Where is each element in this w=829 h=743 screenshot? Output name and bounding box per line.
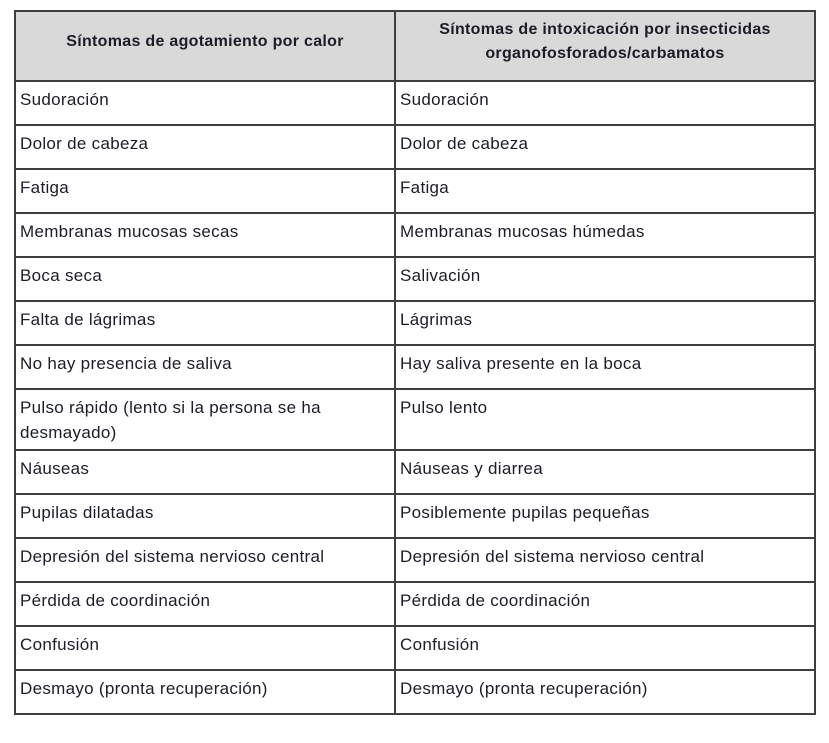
table-row — [15, 345, 815, 389]
table-cell: Dolor de cabeza — [15, 125, 395, 169]
table-row — [15, 81, 815, 125]
table-cell: Posiblemente pupilas pequeñas — [395, 494, 815, 538]
table-cell: Hay saliva presente en la boca — [395, 345, 815, 389]
table-row — [15, 626, 815, 670]
table-cell: Sudoración — [15, 81, 395, 125]
symptoms-comparison-table — [14, 10, 816, 715]
table-header-row — [15, 11, 815, 81]
table-cell: Membranas mucosas secas — [15, 213, 395, 257]
table-cell: Confusión — [15, 626, 395, 670]
table-row — [15, 450, 815, 494]
header-insecticide-poisoning: Síntomas de intoxicación por insecticidas organofosforados/carbamatos — [395, 11, 815, 81]
table-cell: Pérdida de coordinación — [395, 582, 815, 626]
table-row — [15, 670, 815, 714]
table-cell: Náuseas — [15, 450, 395, 494]
table-cell: Depresión del sistema nervioso central — [395, 538, 815, 582]
table-cell: Pérdida de coordinación — [15, 582, 395, 626]
table-cell: No hay presencia de saliva — [15, 345, 395, 389]
table-row — [15, 213, 815, 257]
table-cell: Fatiga — [395, 169, 815, 213]
table-row — [15, 494, 815, 538]
table-cell: Pulso lento — [395, 389, 815, 450]
table-cell: Salivación — [395, 257, 815, 301]
table-cell: Pulso rápido (lento si la persona se ha desmayado) — [15, 389, 395, 450]
table-cell: Fatiga — [15, 169, 395, 213]
table-cell: Depresión del sistema nervioso central — [15, 538, 395, 582]
table-cell: Falta de lágrimas — [15, 301, 395, 345]
table-cell: Desmayo (pronta recuperación) — [15, 670, 395, 714]
table-cell: Sudoración — [395, 81, 815, 125]
table-cell: Desmayo (pronta recuperación) — [395, 670, 815, 714]
table-row — [15, 125, 815, 169]
table-row — [15, 301, 815, 345]
table-cell: Dolor de cabeza — [395, 125, 815, 169]
table-cell: Confusión — [395, 626, 815, 670]
table-cell: Membranas mucosas húmedas — [395, 213, 815, 257]
table-body — [15, 81, 815, 714]
table-cell: Pupilas dilatadas — [15, 494, 395, 538]
table-cell: Lágrimas — [395, 301, 815, 345]
table-cell: Boca seca — [15, 257, 395, 301]
table-row — [15, 389, 815, 450]
header-heat-exhaustion: Síntomas de agotamiento por calor — [15, 11, 395, 81]
table-row — [15, 582, 815, 626]
table-row — [15, 169, 815, 213]
table-row — [15, 538, 815, 582]
table-cell: Náuseas y diarrea — [395, 450, 815, 494]
table-row — [15, 257, 815, 301]
